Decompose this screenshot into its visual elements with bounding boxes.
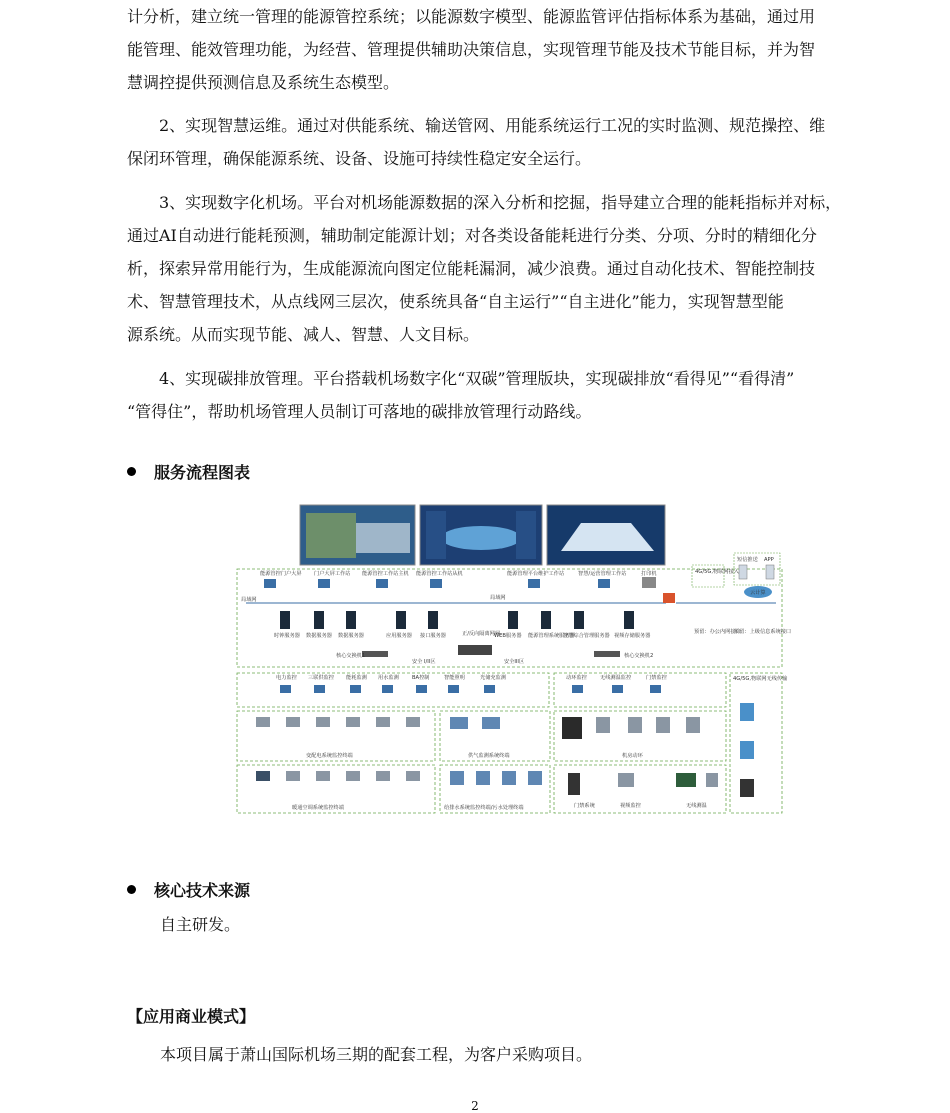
- gateway-icon: [458, 645, 492, 655]
- server-label: 数据服务器: [306, 633, 332, 639]
- phone-icon: [739, 565, 747, 579]
- text-line: 慧调控提供预测信息及系统生态模型。: [127, 73, 400, 92]
- text-line: 源系统。从而实现节能、减人、智慧、人文目标。: [127, 325, 480, 344]
- server-label: 能源管理系统服务器: [528, 633, 575, 639]
- server-label: 应用服务器: [386, 633, 412, 639]
- monitor-label: 门禁监控: [646, 675, 667, 681]
- cloud-label: 云计算: [750, 590, 766, 596]
- server-label: WEB服务器: [494, 633, 522, 639]
- text-line: 计分析，建立统一管理的能源管控系统；以能源数字模型、能源监管评估指标体系为基础，通过用: [127, 7, 816, 26]
- group-label: 机房动环: [622, 753, 643, 759]
- service-flow-heading: [127, 460, 250, 483]
- lan-label: 局域网: [490, 595, 506, 601]
- item-3-paragraph: [127, 186, 842, 351]
- monitor-label: 智能照明: [444, 675, 465, 681]
- workstation-label: 能源管控工作站主机: [362, 571, 409, 577]
- text-line: 析，探索异常用能行为，生成能源流向图定位能耗漏洞，减少浪费。通过自动化技术、智能控制技: [127, 259, 816, 278]
- group-label: 给排水系统监控终端/污水处理终端: [444, 805, 524, 811]
- monitor-icon: [598, 579, 610, 588]
- server-label: 视频存储服务器: [614, 633, 651, 639]
- monitor-label: BA控制: [412, 675, 430, 681]
- heading-text: 服务流程图表: [154, 463, 251, 482]
- server-label: 数据服务器: [338, 633, 364, 639]
- wireless-label: 4G/5G,物联网无线传输: [733, 676, 788, 682]
- app-label: APP: [764, 557, 774, 563]
- workstation-row: [260, 569, 657, 577]
- monitor-label: 能耗监测: [346, 675, 367, 681]
- lan-label: 局域网: [241, 597, 257, 603]
- text-line: 2、实现智慧运维。通过对供能系统、输送管网、用能系统运行工况的实时监测、规范操控、维: [159, 116, 826, 135]
- monitor-icon: [376, 579, 388, 588]
- office-label: 预留：办公内网接口: [694, 629, 741, 635]
- dashboard-screens: [300, 505, 665, 565]
- text-line: 术、智慧管理技术，从点线网三层次，使系统具备“自主运行”“自主进化”能力，实现智慧型能: [127, 292, 784, 311]
- server-icon: [428, 611, 438, 629]
- monitor-label: 动环监控: [566, 675, 587, 681]
- text-line: “管得住”，帮助机场管理人员制订可落地的碳排放管理行动路线。: [127, 402, 592, 421]
- service-flow-diagram: [236, 503, 792, 815]
- workstation-label: 智慧/运营管理工作站: [578, 571, 627, 577]
- core-tech-text: 自主研发。: [160, 915, 241, 934]
- workstation-label: 能源管控工作站从机: [416, 571, 463, 577]
- mobile-label: 4G/5G,物联网接入: [695, 569, 739, 575]
- server-icon: [280, 611, 290, 629]
- group-label: 变配电系统监控终端: [306, 753, 353, 759]
- server-icon: [624, 611, 634, 629]
- workstation-label: 能源管理平台维护工作站: [507, 571, 565, 577]
- bullet-icon: [127, 467, 136, 476]
- group-label: 门禁系统: [574, 803, 595, 809]
- intro-paragraph: [127, 0, 837, 99]
- group-label: 无线测温: [686, 803, 707, 809]
- text-line: 保闭环管理，确保能源系统、设备、设施可持续性稳定安全运行。: [127, 149, 592, 168]
- server-icon: [574, 611, 584, 629]
- server-icon: [541, 611, 551, 629]
- switch-icon: [594, 651, 620, 657]
- upper-label: 预留：上级信息系统接口: [734, 629, 792, 635]
- zone-label: 安全III区: [504, 659, 525, 665]
- server-icon: [314, 611, 324, 629]
- server-label: 智慧综合管理服务器: [563, 633, 610, 639]
- monitor-label: 用水监测: [378, 675, 399, 681]
- business-model-text: 本项目属于萧山国际机场三期的配套工程，为客户采购项目。: [160, 1045, 593, 1064]
- group-label: 供气监测系统终端: [468, 753, 510, 759]
- firewall-icon: [663, 593, 675, 603]
- bullet-icon: [127, 885, 136, 894]
- monitor-icon: [528, 579, 540, 588]
- printer-icon: [642, 577, 656, 588]
- monitor-row: [276, 673, 668, 681]
- group-label: 暖通空调系统监控终端: [292, 805, 344, 811]
- server-label: 时钟服务器: [274, 633, 300, 639]
- workstation-label: 打印机: [641, 571, 657, 577]
- group-label: 视频监控: [620, 803, 641, 809]
- monitor-label: 电力监控: [276, 675, 297, 681]
- text-line: 通过AI自动进行能耗预测，辅助制定能源计划；对各类设备能耗进行分类、分项、分时的精细化分: [127, 226, 817, 245]
- monitor-label: 无线测温监控: [600, 675, 632, 681]
- switch-icon: [362, 651, 388, 657]
- workstation-label: 门户大屏工作站: [314, 571, 351, 577]
- monitor-icon: [264, 579, 276, 588]
- text-line: 3、实现数字化机场。平台对机场能源数据的深入分析和挖掘，指导建立合理的能耗指标并对标，: [159, 193, 842, 212]
- isolation-label: 正/反向隔离网闸: [462, 631, 501, 637]
- server-icon: [346, 611, 356, 629]
- page-number: 2: [471, 1099, 479, 1113]
- core-tech-heading: [127, 878, 250, 901]
- item-4-paragraph: [127, 362, 837, 428]
- monitor-label: 光储充监测: [480, 675, 506, 681]
- server-icon: [396, 611, 406, 629]
- server-label: 接口服务器: [420, 633, 446, 639]
- workstation-label: 能源管控门户大屏: [260, 571, 302, 577]
- monitor-icon: [430, 579, 442, 588]
- text-line: 4、实现碳排放管理。平台搭载机场数字化“双碳”管理版块，实现碳排放“看得见”“看得清”: [159, 369, 795, 388]
- monitor-label: 三联供监控: [308, 675, 334, 681]
- business-model-heading: 【应用商业模式】: [127, 1007, 256, 1026]
- zone-label: 安全 I/II区: [412, 659, 436, 665]
- switch-label: 核心交换机2: [624, 653, 654, 659]
- server-icon: [508, 611, 518, 629]
- switch-label: 核心交换机1: [336, 653, 366, 659]
- text-line: 能管理、能效管理功能，为经营、管理提供辅助决策信息，实现管理节能及技术节能目标，并为智: [127, 40, 816, 59]
- heading-text: 核心技术来源: [154, 881, 251, 900]
- monitor-icon: [318, 579, 330, 588]
- phone-icon: [766, 565, 774, 579]
- sms-label: 短信推送: [737, 557, 758, 563]
- item-2-paragraph: [127, 109, 837, 175]
